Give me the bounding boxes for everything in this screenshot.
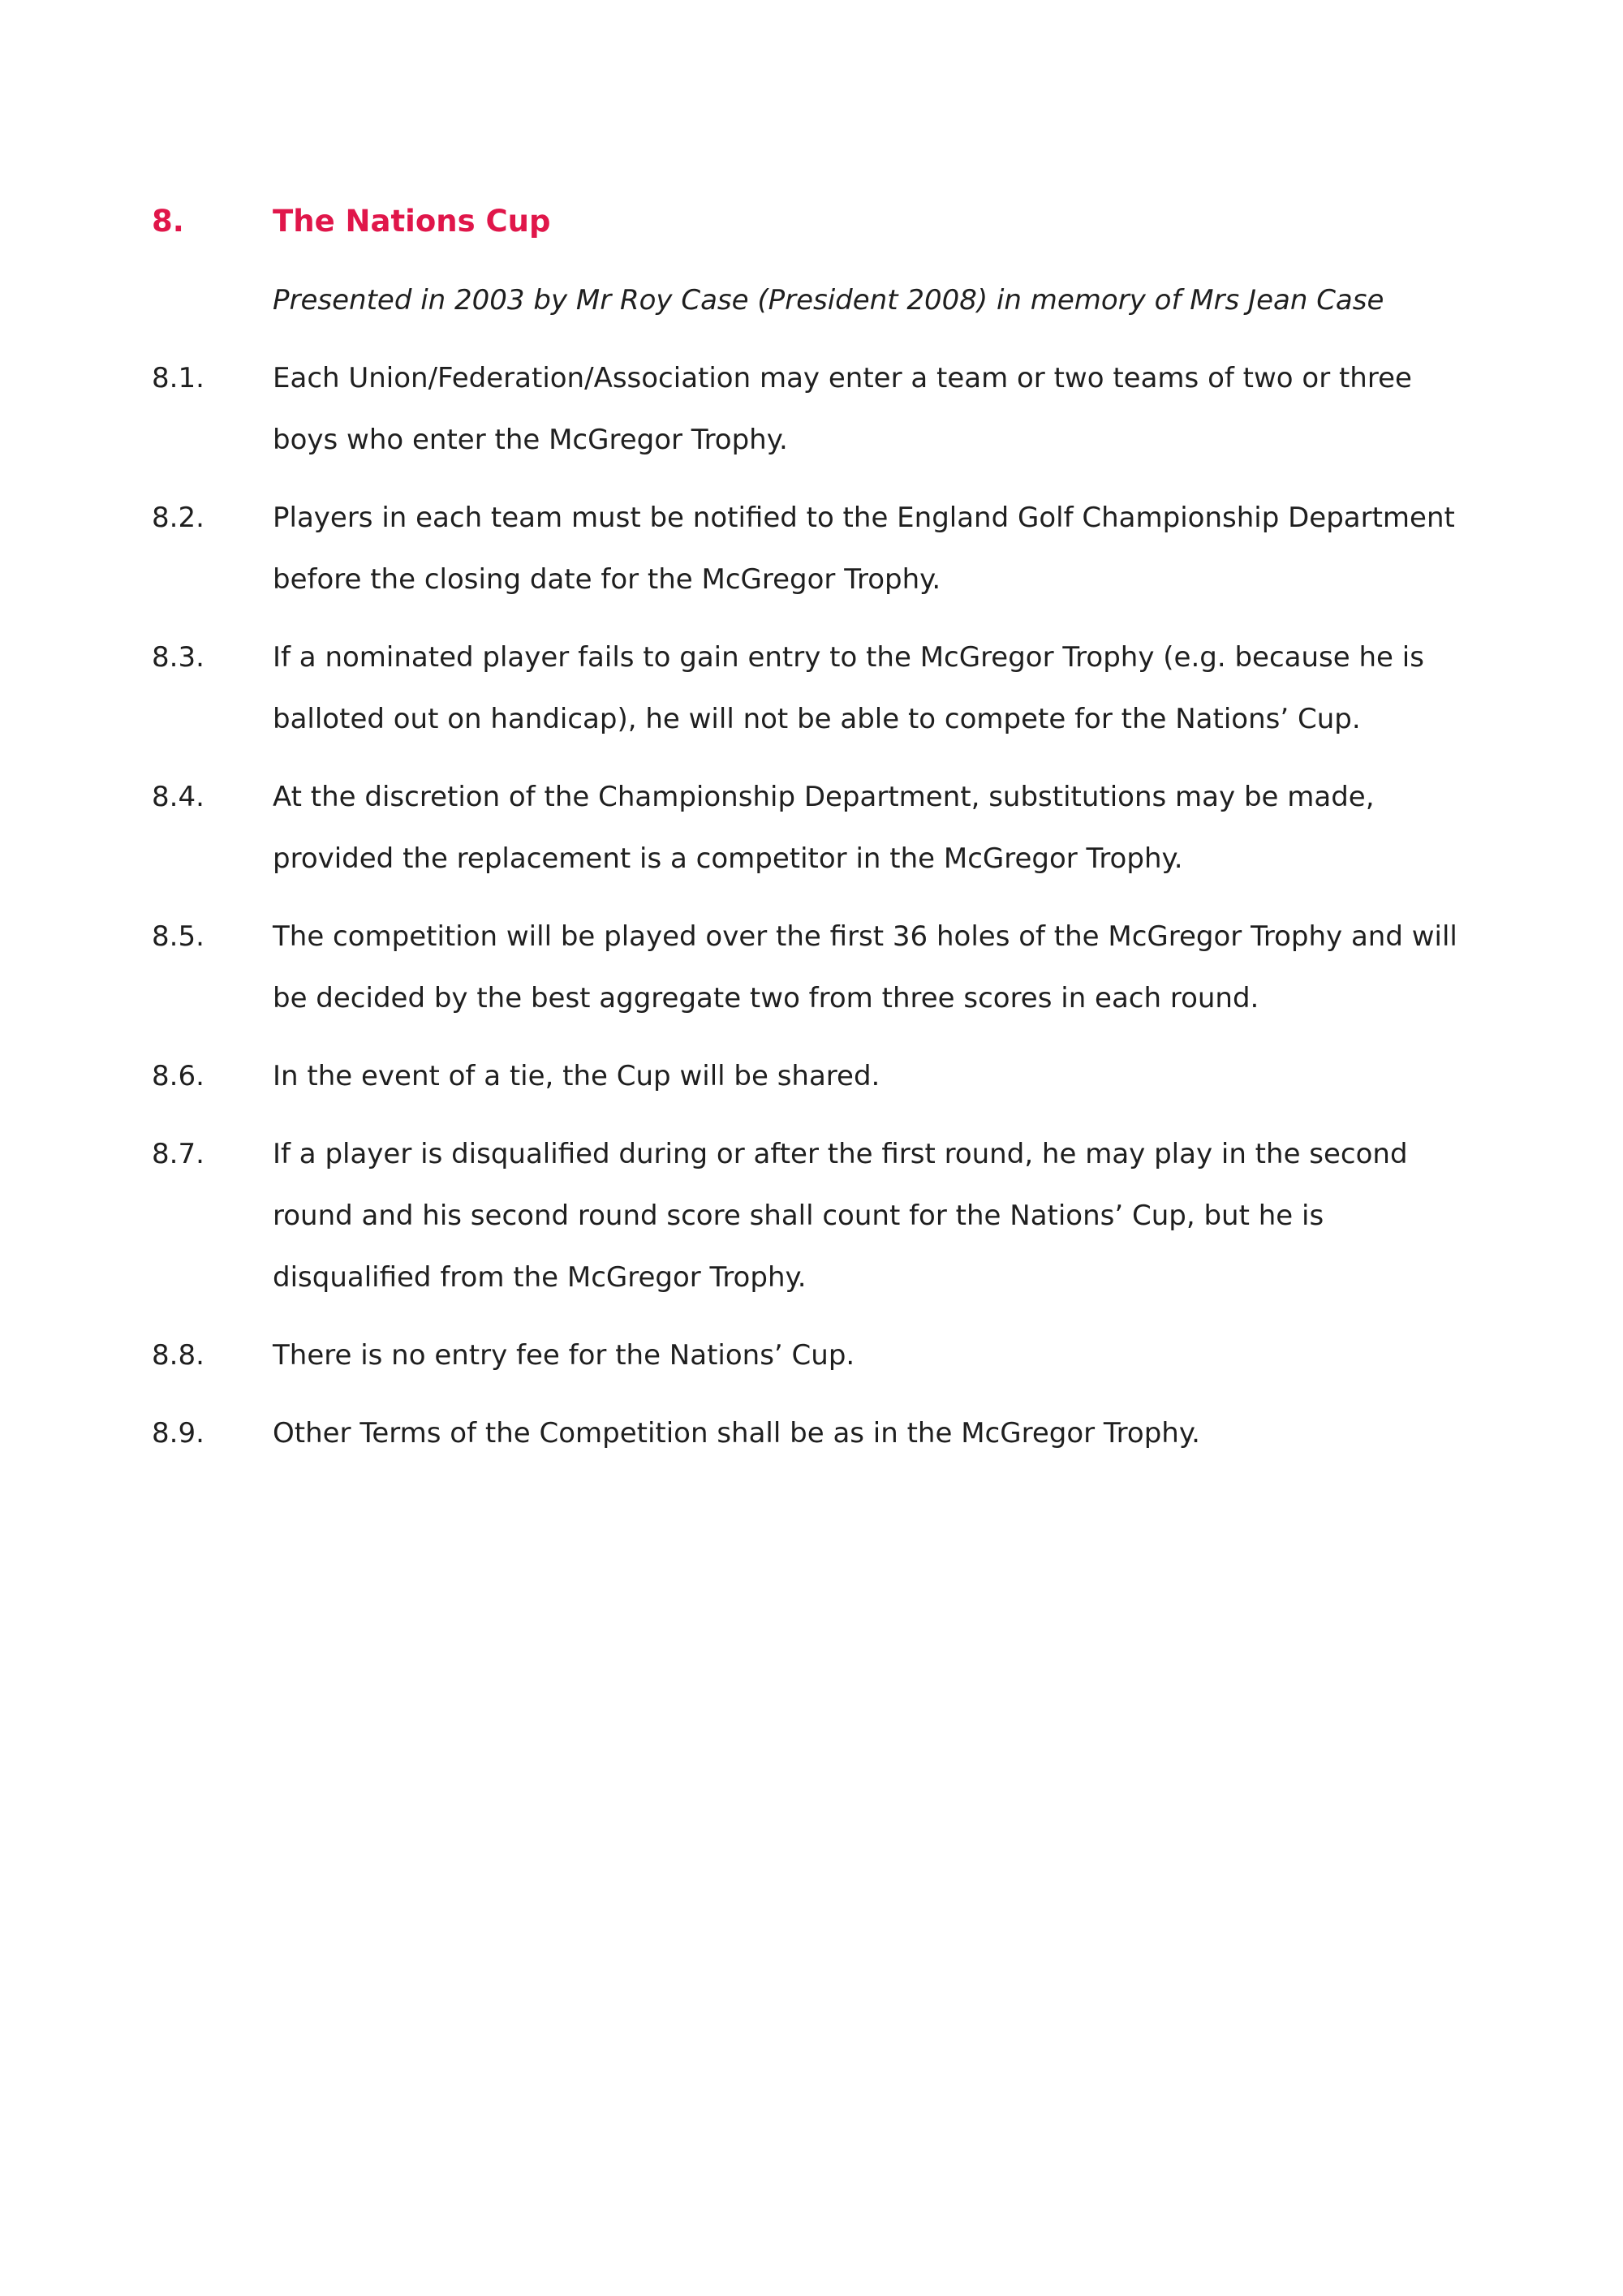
rule-text: If a player is disqualified during or after the first round, he may play in the second round and his second round score shall count for the Nations’ Cup, but he is disqualified from the McGregor Trophy. — [273, 1138, 1408, 1294]
section-subtitle-row — [152, 269, 1485, 331]
rule-text: In the event of a tie, the Cup will be shared. — [273, 1060, 880, 1092]
rule-item — [152, 1402, 1485, 1464]
rule-number: 8.6. — [152, 1060, 204, 1092]
rule-item — [152, 627, 1485, 750]
section-number: 8. — [152, 204, 184, 239]
section-subtitle: Presented in 2003 by Mr Roy Case (President 2008) in memory of Mrs Jean Case — [273, 284, 1384, 317]
rule-number: 8.7. — [152, 1138, 204, 1170]
rule-number: 8.4. — [152, 781, 204, 813]
rule-item — [152, 766, 1485, 890]
rule-number: 8.3. — [152, 641, 204, 674]
section-title: The Nations Cup — [273, 204, 551, 239]
rule-number: 8.5. — [152, 920, 204, 953]
rule-text: Each Union/Federation/Association may enter a team or two teams of two or three boys who enter the McGregor Trophy. — [273, 362, 1412, 456]
rule-text: Other Terms of the Competition shall be as in the McGregor Trophy. — [273, 1417, 1200, 1450]
rule-number: 8.9. — [152, 1417, 204, 1450]
rule-item — [152, 1045, 1485, 1107]
rule-text: There is no entry fee for the Nations’ Cup. — [273, 1339, 855, 1372]
rule-number: 8.2. — [152, 502, 204, 534]
section-heading — [152, 201, 1485, 242]
rule-number: 8.1. — [152, 362, 204, 394]
rule-item — [152, 1123, 1485, 1308]
rule-item — [152, 347, 1485, 471]
rule-item — [152, 906, 1485, 1029]
rule-text: At the discretion of the Championship Department, substitutions may be made, provided the replacement is a competitor in the McGregor Trophy. — [273, 781, 1375, 875]
rule-text: Players in each team must be notified to the England Golf Championship Department before the closing date for the McGregor Trophy. — [273, 502, 1455, 596]
rule-item — [152, 1325, 1485, 1386]
rule-text: If a nominated player fails to gain entry to the McGregor Trophy (e.g. because he is balloted out on handicap), he will not be able to compete for the Nations’ Cup. — [273, 641, 1424, 735]
rule-text: The competition will be played over the first 36 holes of the McGregor Trophy and will be decided by the best aggregate two from three scores in each round. — [273, 920, 1457, 1014]
rule-item — [152, 487, 1485, 610]
rule-number: 8.8. — [152, 1339, 204, 1372]
